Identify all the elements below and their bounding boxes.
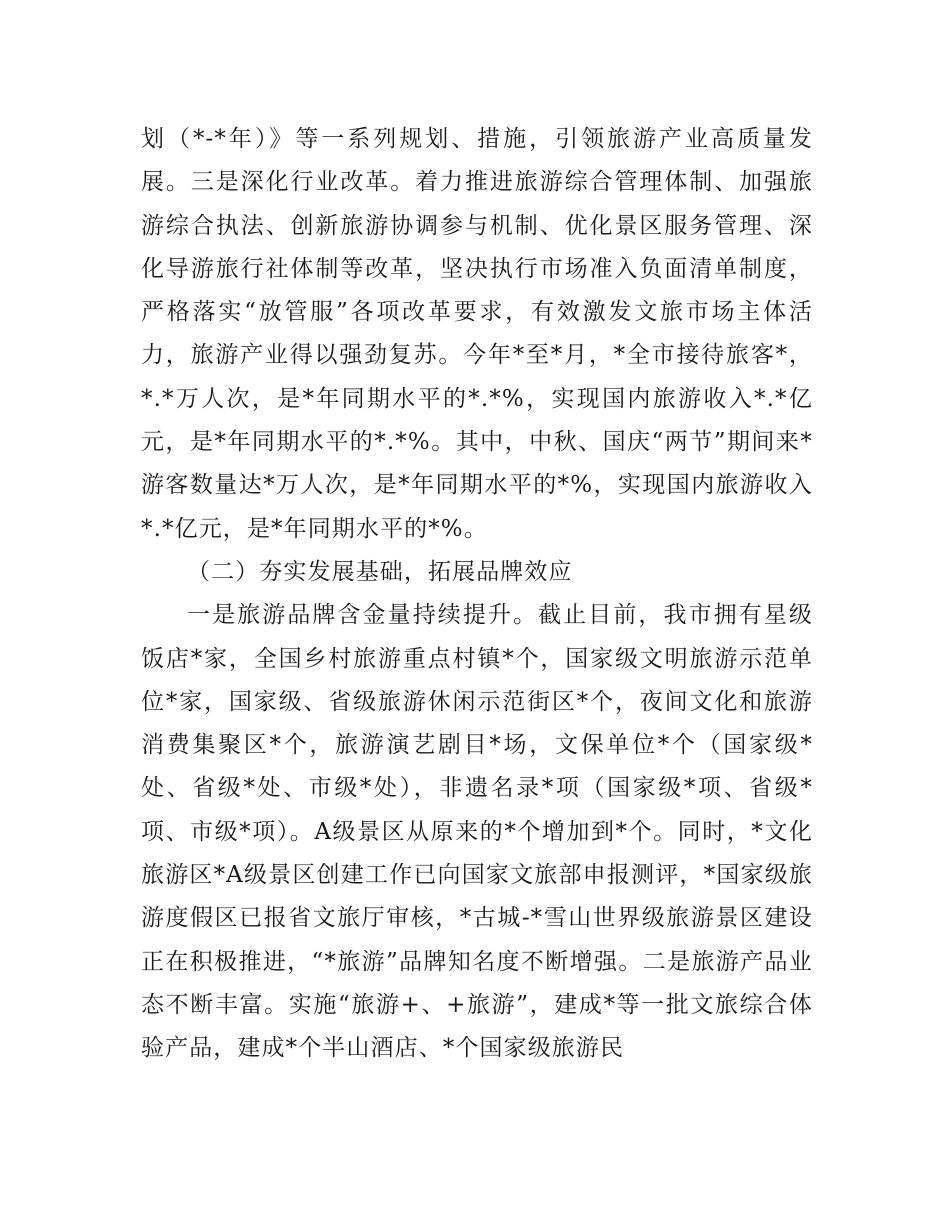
section-heading: （二）夯实发展基础，拓展品牌效应 <box>187 558 573 585</box>
body-paragraph-1: 划（*-*年）》等一系列规划、措施，引领旅游产业高质量发展。三是深化行业改革。着力推进旅游综合管理体制、加强旅游综合执法、创新旅游协调参与机制、优化景区服务管理、深化导游旅行社体制等改革，坚决执行市场准入负面清单制度，严格落实“放管服”各项改革要求，有效激发文旅市场主体活力，旅游产业得以强劲复苏。今年*至*月，*全市接待旅客*，*.*万人次，是*年同期水平的*.*%，实现国内旅游收入*.*亿元，是*年同期水平的*.*%。其中，中秋、国庆“两节”期间来*游客数量达*万人次，是*年同期水平的*%，实现国内旅游收入*.*亿元，是*年同期水平的*%。 <box>141 126 813 542</box>
document-body <box>141 118 813 1071</box>
body-paragraph-2: 一是旅游品牌含金量持续提升。截止目前，我市拥有星级饭店*家，全国乡村旅游重点村镇*个，国家级文明旅游示范单位*家，国家级、省级旅游休闲示范街区*个，夜间文化和旅游消费集聚区*个，旅游演艺剧目*场，文保单位*个（国家级*处、省级*处、市级*处），非遗名录*项（国家级*项、省级*项、市级*项）。A级景区从原来的*个增加到*个。同时，*文化旅游区*A级景区创建工作已向国家文旅部申报测评，*国家级旅游度假区已报省文旅厅审核，*古城-*雪山世界级旅游景区建设正在积极推进，“*旅游”品牌知名度不断增强。二是旅游产品业态不断丰富。实施“旅游+、+旅游”，建成*等一批文旅综合体验产品，建成*个半山酒店、*个国家级旅游民 <box>141 602 813 1062</box>
